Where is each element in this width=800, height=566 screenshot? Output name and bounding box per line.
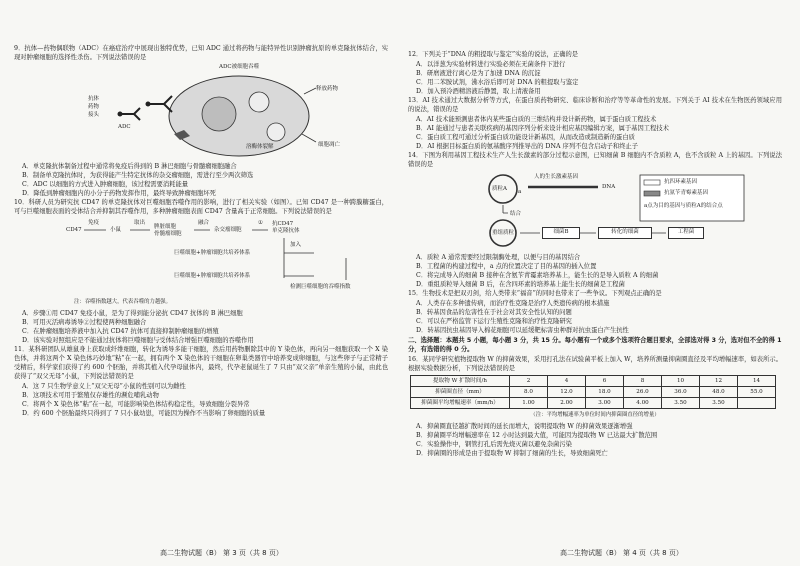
table-header-rate: 抑菌圈平均增幅速率（mm/h） [411,398,510,409]
table-cell: 3.50 [662,398,700,409]
q13-option-c: C．蛋白质工程可通过分析蛋白质功能设计新基因，从而改造或制造新的蛋白质 [416,134,635,141]
q10-fig-immune: 免疫 [88,220,100,226]
q14-fig-engineered: 工程菌 [668,227,704,239]
table-cell: 3.50 [700,398,738,409]
q10-fig-process: ① [258,220,263,226]
q14-stem: 14．下图为利用基因工程技术生产人生长激素的部分过程示意图，已知细菌 B 细胞内不含质粒 A，也不含质粒 A 上的基因。下列说法错误的是 [408,152,782,168]
q11-option-a: A．这 7 只生物学意义上“双父无母”小鼠的性别可以为雌性 [22,383,186,390]
q11-option-b: B．这项技术可用于繁殖仅存雄性的濒危哺乳动物 [22,392,159,399]
table-row [411,398,776,409]
q14-fig-bacteria: 细菌B [542,227,580,239]
table-cell [738,398,776,409]
table-cell: 4.00 [624,398,662,409]
q9-option-d: D．降低到肿瘤细胞内的小分子药物发挥作用，最终导致肿瘤细胞坏死 [22,190,216,197]
section-2-heading: 二、选择题：本题共 5 小题，每小题 3 分，共 15 分。每小题有一个或多个选项符合题目要求，全部选对得 3 分，选对但不全的得 1 分，有选错的得 0 分。 [408,337,782,353]
q14-fig-dna: DNA [602,184,616,190]
q9-fig-antibody: 抗体 [88,96,100,102]
q11-stem: 11．某科研团队从雄鼠身上获取成纤维细胞，转化为诱导多能干细胞，然后用药物删除其中的 Y 染色体，再向另一细胞获取一个 X 染色体，并将这两个 X 染色体巧妙地“粘”在一起，拥有两个 X 染色体的干细胞在卵巢类器官中培养变成卵细胞，与这些卵子与正常精子受精后，科学家们获得了约 600 个胚胎，并将其植入代孕母鼠体内，最终，代孕老鼠诞生了 7 只由“双父亲”单亲生殖的小鼠，由此也获得了“双父无母”小鼠，下列说法错误的是 [14,346,388,380]
q14-fig-plasmid: 质粒A [492,186,507,192]
q14-fig-gene: 人的生长激素基因 [534,174,579,180]
q14-figure [408,171,782,251]
q9-fig-release: 释放药物 [316,86,339,92]
q9-fig-title: ADC被细胞吞噬 [219,64,260,70]
table-header-diameter: 抑菌圈直径（mm） [411,387,510,398]
q14-fig-combine: 结合 [510,211,522,217]
q13-option-d: D．AI 根据目标蛋白质的氨基酸序列推导出的 DNA 序列不包含启动子和终止子 [416,143,639,150]
q14-fig-recomb: 重组质粒 [492,230,515,236]
table-cell: 3.00 [586,398,624,409]
q9-option-a: A．单克隆抗体制备过程中通常将免疫后得到的 B 淋巴细胞与骨髓瘤细胞融合 [22,163,237,170]
q12-option-d: D．加入预冷酒精溶液后静置，取上清液备用 [416,88,541,95]
q16-stem: 16．某同学研究植物提取物 W 的抑菌效果，采用打孔法在试验菌平板上加入 W，培养所测量抑菌圈直径及平均增幅速率，如表所示。根据实验数据分析，下列说法错误的是 [408,356,782,372]
q10-fig-mab: 单克隆抗体 [272,228,300,234]
q9-fig-linker: 接头 [88,112,100,118]
table-cell: 14 [738,376,776,387]
q10-option-a: A．步骤①用 CD47 免疫小鼠，是为了得到能分泌抗 CD47 抗体的 B 淋巴细胞 [22,310,243,317]
table-cell: 8 [624,376,662,387]
q12-option-b: B．研磨液进行离心是为了加速 DNA 的沉淀 [416,70,541,77]
q10-fig-detect: 检测巨噬细胞的吞噬指数 [290,284,351,290]
q14-fig-legend1: 抗四环素基因 [664,179,698,185]
q10-fig-spleen: 脾脏细胞 [154,224,177,230]
table-cell: 12 [700,376,738,387]
table-cell: 4 [548,376,586,387]
q13-stem: 13．AI 技术通过大数据分析等方式，在蛋白质药物研究、临床诊断和治疗等等革命性的发展。下列关于 AI 技术在生物医药领域应用的说法，错误的是 [408,97,782,113]
left-column [14,44,388,418]
q10-note: 注：吞噬指数越大，代表吞噬的力越强。 [74,299,172,305]
q14-option-c: C．将完成导入的细菌 B 接种在含氨苄青霉素培养基上，能生长的是导入质粒 A 的细菌 [416,272,659,279]
q10-fig-hybrid: 杂交瘤细胞 [214,227,242,233]
table-cell: 2 [510,376,548,387]
table-cell: 55.0 [738,387,776,398]
q10-option-b: B．可用灭活病毒诱导②过程使两种细胞融合 [22,319,147,326]
q15-option-d: D．转基因抗虫基因导入棉花细胞可以延缓靶标害虫种群对抗虫蛋白产生抗性 [416,327,629,334]
table-row [411,387,776,398]
q10-fig-join: 加入 [290,242,302,248]
q15-stem: 15．生物技术是把双刃剑，给人类带来“福音”的同时也带来了一些争议。下列观点正确的是 [408,290,662,297]
table-cell: 8.0 [510,387,548,398]
table-cell: 2.00 [548,398,586,409]
q14-fig-transformed: 转化的细菌 [598,227,652,239]
q9-fig-drug: 药物 [88,104,100,110]
q9-figure [14,64,388,160]
q10-fig-group2: 巨噬细胞+肿瘤细胞共培养体系 [174,273,251,279]
q16-option-c: C．实验操作中，钢管打孔后需先烧灭菌以避免杂菌污染 [416,441,572,448]
table-cell: 36.0 [662,387,700,398]
table-cell: 26.0 [624,387,662,398]
q9-option-c: C．ADC 以细胞的方式进入肿瘤细胞，该过程需要消耗能量 [22,181,189,188]
table-cell: 18.0 [586,387,624,398]
table-cell: 1.00 [510,398,548,409]
q16-option-d: D．抑菌圈的形成是由于提取物 W 抑制了细菌的生长，导致细菌死亡 [416,450,608,457]
q15-option-a: A．人类存在多种遗传病，而治疗性克隆是治疗人类遗传病的根本措施 [416,300,610,307]
q16-data-table [410,375,776,409]
q16-option-b: B．抑菌圈平均增幅速率在 12 小时达到最大值，可能因为提取物 W 已达最大扩散范围 [416,432,658,439]
q13-option-a: A．AI 技术能预测患者体内某些蛋白质的三维结构并设计新药物，属于蛋白质工程技术 [416,116,657,123]
q9-stem: 9．抗体—药物偶联物（ADC）在癌症治疗中展现出独特优势，已知 ADC 通过将药物与能特异性识别肿瘤抗原的单克隆抗体结合，实现对肿瘤细胞的选择性杀伤。下列说法错误的是 [14,45,388,61]
table-cell: 12.0 [548,387,586,398]
q10-fig-anti-cd47: 抗CD47 [272,221,294,227]
q15-option-c: C．可以在严格监管下运行生殖性克隆和治疗性克隆研究 [416,318,572,325]
footer-page-4: 高二生物试题（B） 第 4 页（共 8 页） [560,549,683,557]
table-cell: 48.0 [700,387,738,398]
q11-option-c: C．将两个 X 染色体“粘”在一起，可能影响染色体结构稳定性，导致细胞分裂异常 [22,401,250,408]
q10-stem: 10．科研人员为研究抗 CD47 的单克隆抗体对巨噬细胞吞噬作用的影响，进行了相关实验（如图）。已知 CD47 是一种跨膜糖蛋白，可与巨噬细胞表面的受体结合并抑制其吞噬作用，多种肿瘤细胞表面 CD47 含量高于正常细胞。下列说法错误的是 [14,199,388,215]
q14-fig-legend2: 抗氨苄青霉素基因 [664,190,709,196]
q13-option-b: B．AI 能通过与患者关联疾病的基因序列分析来设计相应基因编辑方案，属于基因工程技术 [416,125,669,132]
q11-option-d: D．约 600 个胚胎最终只得到了 7 只小鼠幼崽，可能因为操作不当影响了卵细胞的质量 [22,410,266,417]
q14-fig-legend3: a点为目的基因与质粒A的结合点 [644,203,723,209]
q14-option-d: D．重组质粒导入细菌 B 后，在含四环素的培养基上能生长的细菌是工程菌 [416,281,625,288]
q10-fig-group1: 巨噬细胞+肿瘤细胞共培养体系 [174,250,251,256]
q10-fig-mouse: 小鼠 [110,227,122,233]
q10-option-d: D．该实验对照组应是不能通过抗体将巨噬细胞与受体结合增强巨噬细胞的吞噬作用 [22,337,254,344]
q14-fig-a: a [518,189,522,195]
table-cell: 10 [662,376,700,387]
table-row [411,376,776,387]
q10-figure [14,218,388,296]
q9-fig-adc: ADC [118,124,131,130]
q9-fig-lysis: 溶酶体裂解 [246,144,274,150]
q14-option-b: B．工程菌的构建过程中，a 点的位置决定了目的基因的插入位置 [416,263,597,270]
q9-option-b: B．制备单克隆抗体时，为获得能产生特定抗体的杂交瘤细胞，需进行至少两次筛选 [22,172,254,179]
q12-option-c: C．用二苯胺试剂，沸水浴后即可对 DNA 的粗提取与鉴定 [416,79,579,86]
q16-option-a: A．抑菌圈直径越扩散时间的延长而增大，说明提取物 W 的抑菌效果逐渐增强 [416,423,633,430]
q9-fig-death: 细胞凋亡 [318,142,341,148]
right-column [408,50,782,458]
q15-option-b: B．转基因食品的危害性在于社会对其安全性认知的问题 [416,309,572,316]
q10-fig-cd47: CD47 [66,227,82,233]
q12-stem: 12．下列关于“DNA 的粗提取与鉴定”实验的说法，正确的是 [408,51,579,58]
table-cell: 6 [586,376,624,387]
q10-fig-fuse: 融合 [198,220,210,226]
q12-option-a: A．以洋葱为实验材料进行实验必须在无菌条件下进行 [416,61,566,68]
q14-plasmid-diagram [408,171,778,251]
q16-table-note: （注：平均增幅速率为单位时间内抑菌圈直径的增量） [530,412,660,418]
table-header-time: 提取物 W 扩散时间/h [411,376,510,387]
q10-fig-take: 取出 [134,220,146,226]
q10-fig-myeloma: 骨髓瘤细胞 [154,231,182,237]
footer-page-3: 高二生物试题（B） 第 3 页（共 8 页） [160,549,283,557]
q10-option-c: C．在肿瘤细胞培养液中加入抗 CD47 抗体可直接抑制肿瘤细胞的增殖 [22,328,219,335]
q14-option-a: A．质粒 A 通常需要经过限制酶处理，以便与目的基因结合 [416,254,581,261]
